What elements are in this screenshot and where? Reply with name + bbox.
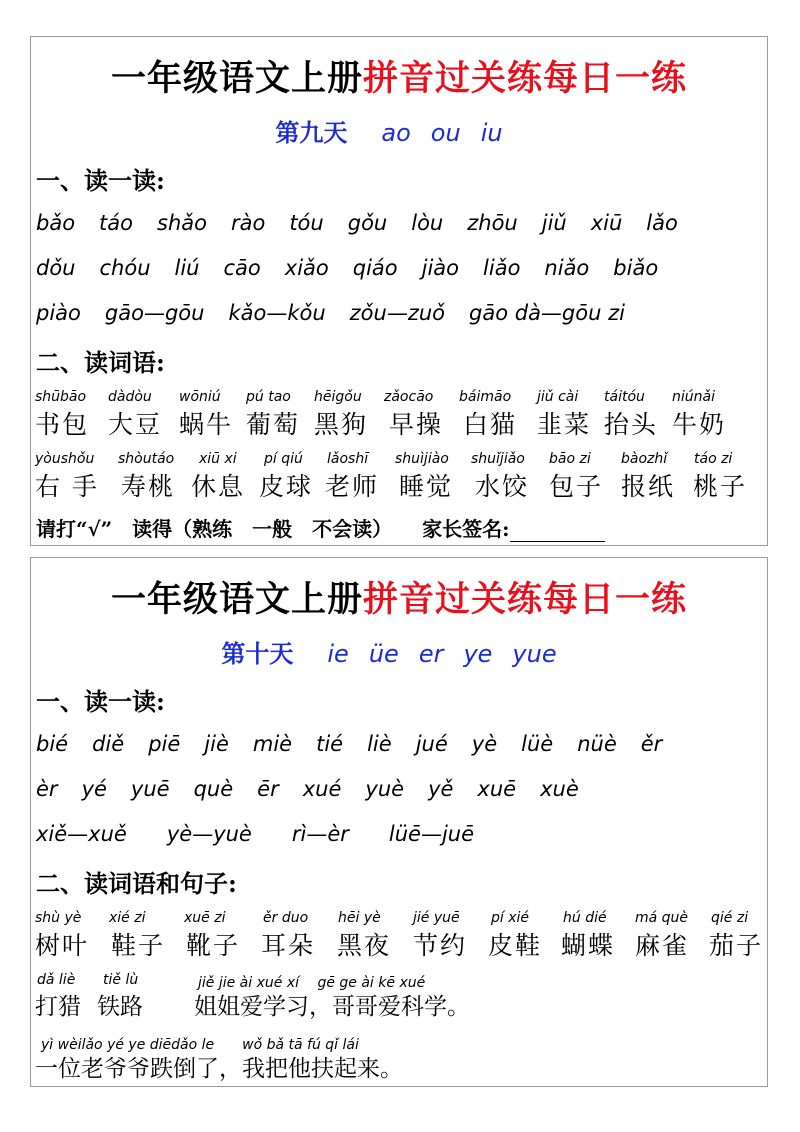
word-hanzi: 书包 [35,410,90,439]
word-hanzi: 蜗牛 [179,410,234,439]
word-hanzi: 靴子 [186,931,241,960]
word-hanzi: 皮鞋 [488,931,543,960]
word-hanzi: 葡萄 [246,410,301,439]
parent-check-row [36,513,605,542]
worksheet-title [31,572,767,622]
read-row-1: bié diě piē jiè miè tié liè jué yè lüè nüè ěr [36,732,663,756]
parent-signature-label: 家长签名: [422,517,510,541]
section-read: 一、读一读: [36,166,165,195]
word-hanzi: 节约 [413,931,468,960]
word-pinyin: bāo zi [549,451,591,467]
sentence-pinyin: yì wèilǎo yé ye diēdǎo le wǒ bǎ tā fú qǐ lái [41,1037,359,1053]
read-row-3: xiě—xuě yè—yuè rì—èr lüē—juē [36,822,475,846]
word-pinyin: xié zi [109,910,146,926]
word-hanzi: 黑狗 [314,410,369,439]
day-label: 第十天 [221,639,294,668]
word-hanzi: 桃子 [693,472,748,501]
sentence-pinyin: jiě jie ài xué xí gē ge ài kē xué [198,975,426,991]
word-pinyin: táo zi [694,451,733,467]
word-pinyin: pí xié [491,910,530,926]
reading-rating: 读得（熟练 一般 不会读） [132,517,383,541]
word-hanzi: 包子 [549,472,604,501]
word-hanzi: 韭菜 [537,410,592,439]
word-pinyin: shù yè [35,910,82,926]
word-pinyin: jié yuē [413,910,460,926]
word-hanzi: 白猫 [463,410,518,439]
word-pinyin: jiǔ cài [537,389,579,405]
word-pinyin: wōniú [179,389,221,405]
title-red: 拼音过关练每日一练 [363,579,688,620]
word-pinyin: dàdòu [108,389,152,405]
word-pinyin: zǎocāo [384,389,434,405]
word-hanzi: 早操 [389,410,444,439]
day-heading [31,113,767,148]
worksheet-title [31,51,767,101]
word-pinyin: shuǐjiǎo [471,451,525,467]
read-row-3: piào gāo—gōu kǎo—kǒu zǒu—zuǒ gāo dà—gōu zi [36,301,625,325]
section-read: 一、读一读: [36,687,165,716]
word-pinyin: dǎ liè [37,972,76,988]
word-hanzi: 牛奶 [672,410,727,439]
word-hanzi: 铁路 [97,994,143,1020]
word-hanzi: 鞋子 [111,931,166,960]
worksheet-day-10 [30,557,768,1087]
word-pinyin: báimāo [459,389,512,405]
word-hanzi: 水饺 [475,472,530,501]
title-red: 拼音过关练每日一练 [363,58,688,99]
word-hanzi: 打猎 [35,994,81,1020]
word-hanzi: 休息 [191,472,246,501]
word-hanzi: 树叶 [35,931,90,960]
word-pinyin: yòushǒu [35,451,95,467]
word-pinyin: má què [635,910,689,926]
word-hanzi: 皮球 [259,472,314,501]
day-sounds: ao ou iu [381,119,503,147]
word-pinyin: xuē zi [184,910,226,926]
word-hanzi: 抬头 [604,410,659,439]
day-label: 第九天 [275,118,348,147]
read-row-2: dǒu chóu liú cāo xiǎo qiáo jiào liǎo niǎo biǎo [36,256,659,280]
day-sounds: ie üe er ye yue [327,640,557,668]
word-pinyin: qié zi [711,910,749,926]
word-pinyin: ěr duo [263,910,309,926]
word-pinyin: pí qiú [264,451,303,467]
word-pinyin: bàozhǐ [621,451,668,467]
word-hanzi: 耳朵 [261,931,316,960]
word-pinyin: hēigǒu [314,389,362,405]
read-row-2: èr yé yuē què ēr xué yuè yě xuē xuè [36,777,579,801]
word-pinyin: lǎoshī [327,451,369,467]
word-pinyin: tiě lù [103,972,139,988]
word-pinyin: shòutáo [118,451,175,467]
word-pinyin: pú tao [246,389,291,405]
worksheet-day-9 [30,36,768,546]
sentence-hanzi: 一位老爷爷跌倒了，我把他扶起来。 [35,1056,403,1082]
title-black: 一年级语文上册 [110,58,363,99]
word-pinyin: niúnǎi [672,389,715,405]
title-black: 一年级语文上册 [110,579,363,620]
section-words: 二、读词语: [36,348,165,377]
word-hanzi: 老师 [325,472,380,501]
word-hanzi: 报纸 [621,472,676,501]
word-hanzi: 茄子 [709,931,764,960]
word-hanzi: 黑夜 [337,931,392,960]
word-hanzi: 麻雀 [635,931,690,960]
sentence-hanzi: 姐姐爱学习，哥哥爱科学。 [194,994,470,1020]
word-hanzi: 睡觉 [399,472,454,501]
word-pinyin: hú dié [563,910,607,926]
word-hanzi: 右手 [35,472,110,501]
word-pinyin: hēi yè [338,910,381,926]
word-pinyin: xiū xi [199,451,237,467]
word-hanzi: 蝴蝶 [561,931,616,960]
check-instruction: 请打“√” [36,517,113,541]
word-hanzi: 寿桃 [121,472,176,501]
day-heading [31,634,767,669]
signature-line[interactable] [510,519,605,542]
word-pinyin: táitóu [604,389,645,405]
read-row-1: bǎo táo shǎo rào tóu gǒu lòu zhōu jiǔ xiū lǎo [36,211,678,235]
word-pinyin: shuìjiào [395,451,449,467]
word-hanzi: 大豆 [108,410,163,439]
section-words-sentences: 二、读词语和句子: [36,869,237,898]
word-pinyin: shūbāo [35,389,87,405]
